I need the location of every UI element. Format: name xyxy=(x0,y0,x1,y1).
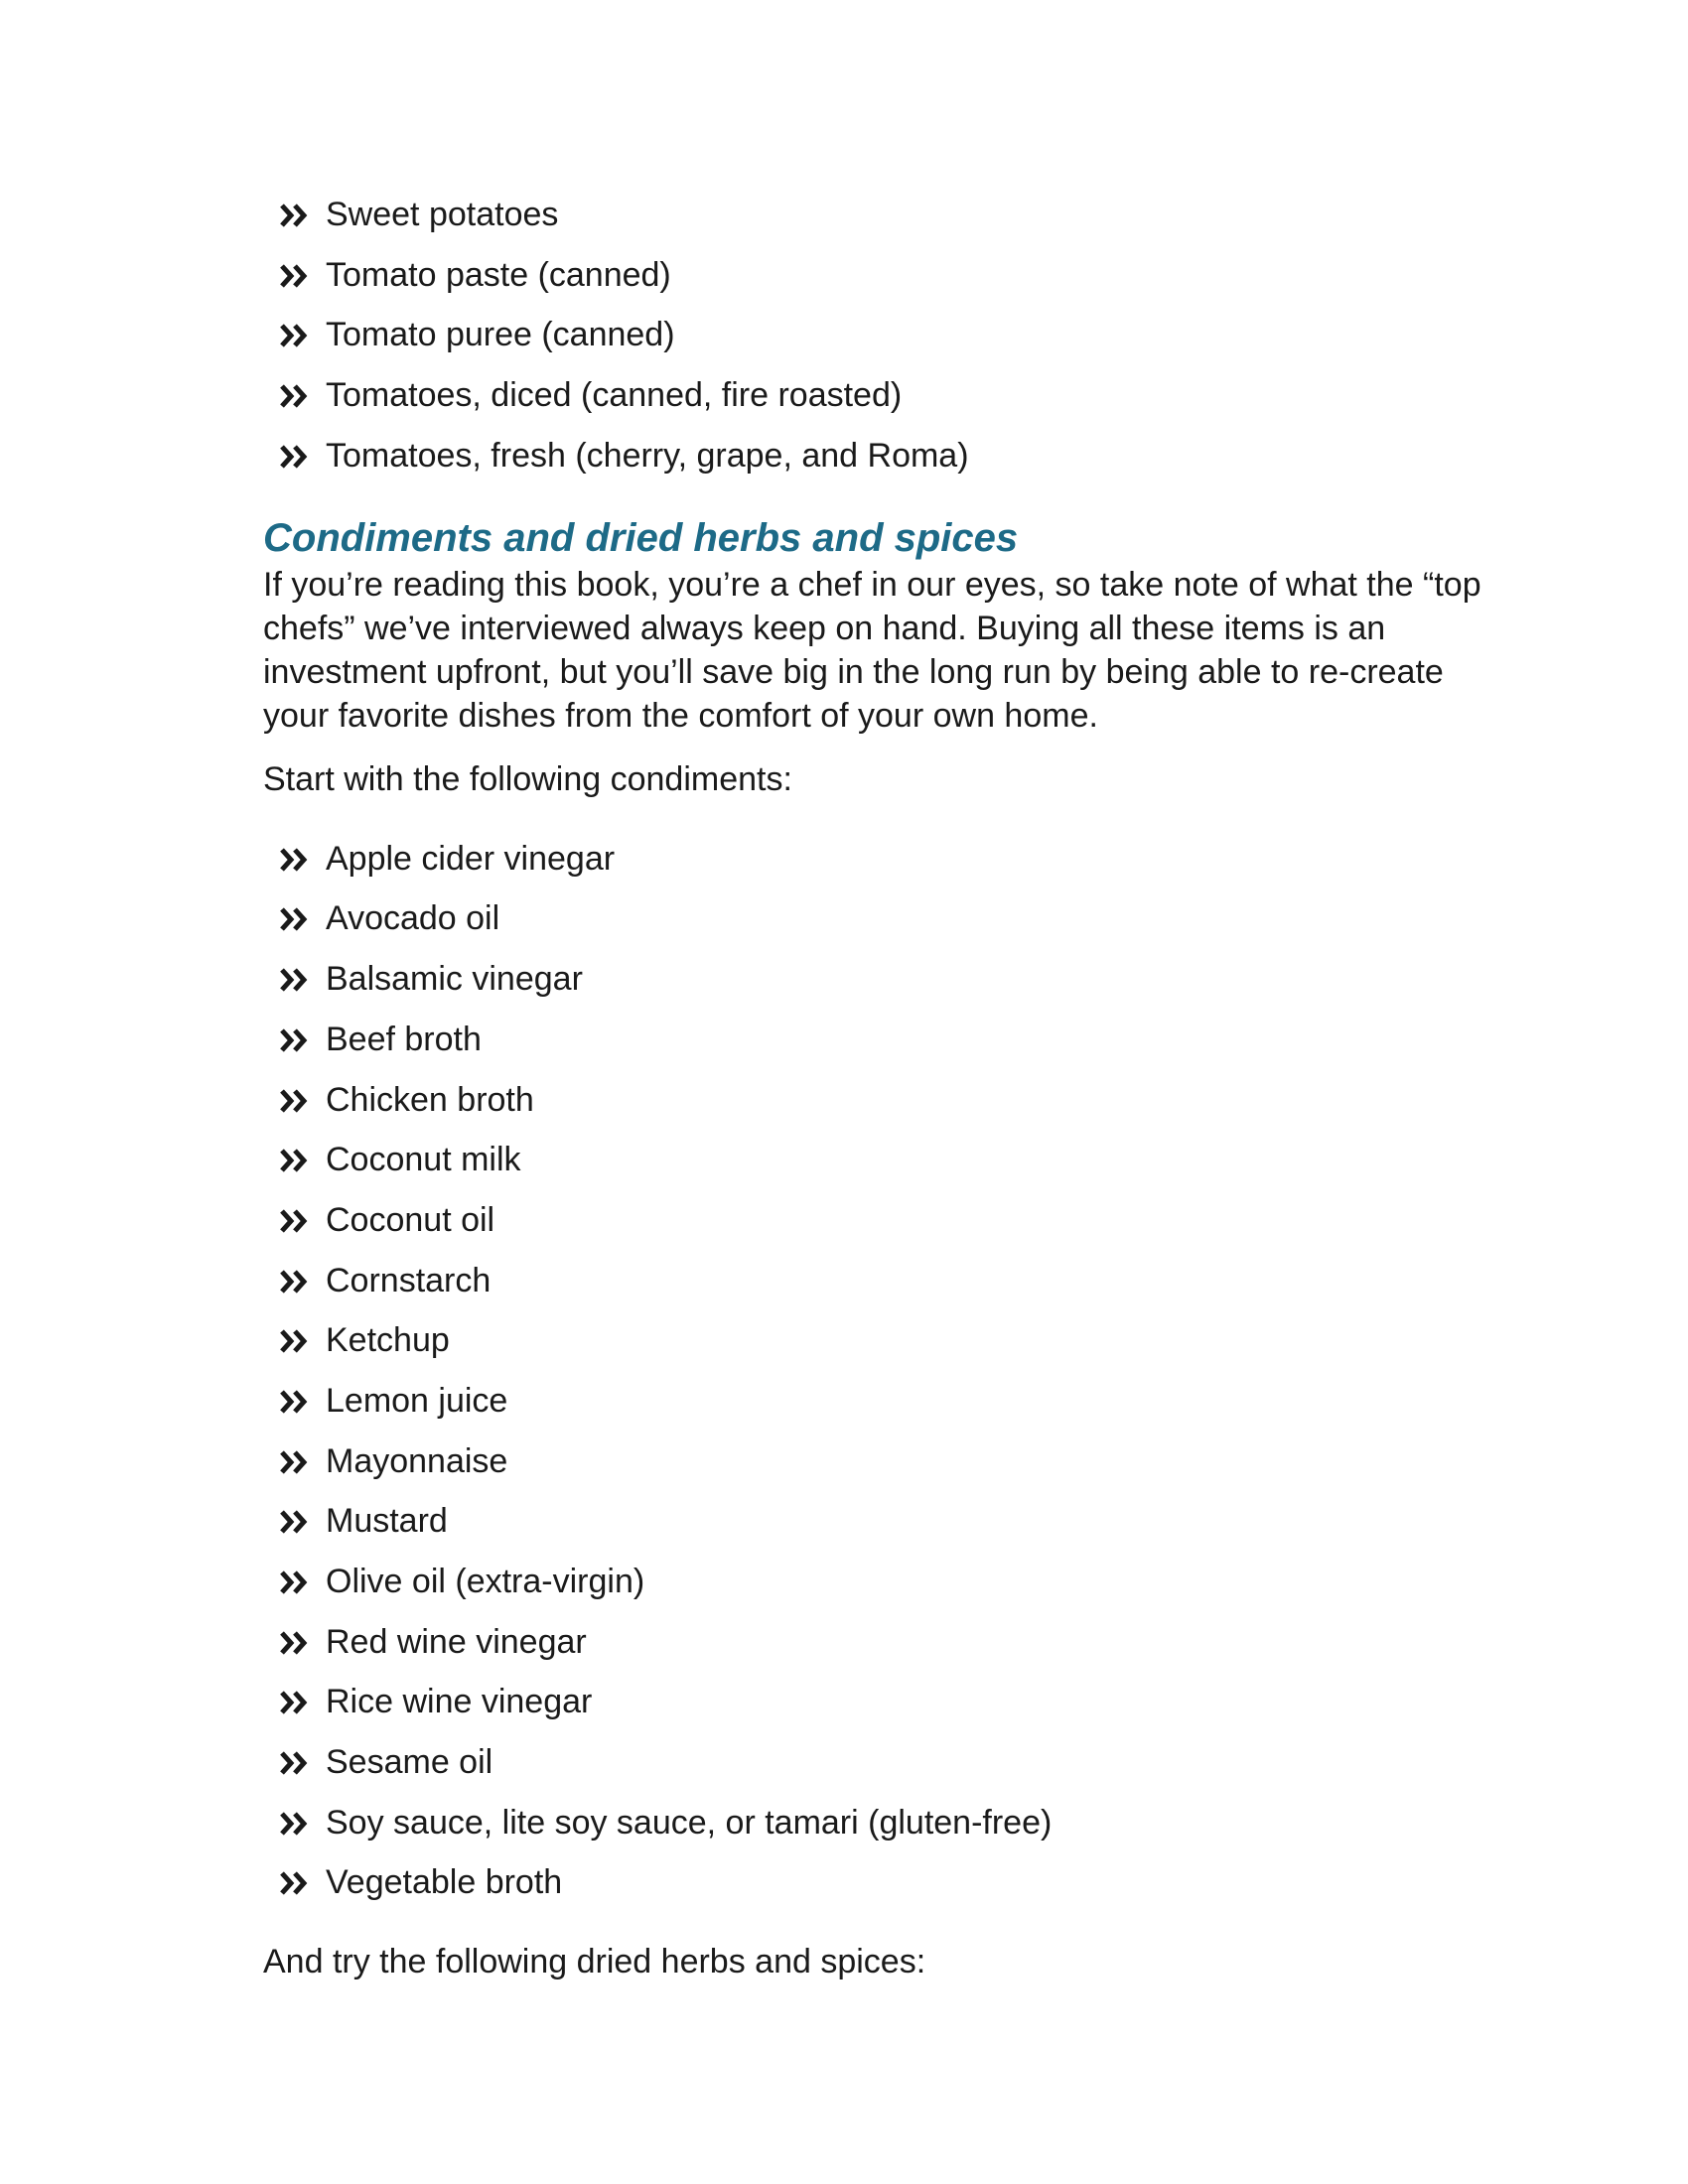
list-item-text: Olive oil (extra-virgin) xyxy=(326,1563,645,1600)
condiments-intro: Start with the following condiments: xyxy=(263,759,792,798)
double-chevron-right-icon xyxy=(280,1691,310,1714)
list-item-text: Sesame oil xyxy=(326,1743,493,1782)
double-chevron-right-icon xyxy=(280,1751,310,1775)
list-item xyxy=(263,315,1484,354)
list-item-text: Ketchup xyxy=(326,1321,450,1360)
double-chevron-right-icon xyxy=(280,907,310,931)
list-item-text: Tomato puree (canned) xyxy=(326,316,675,354)
list-item-text: Balsamic vinegar xyxy=(326,960,583,999)
list-item-text: Avocado oil xyxy=(326,899,500,938)
double-chevron-right-icon xyxy=(280,1871,310,1895)
list-item xyxy=(263,1501,1484,1541)
condiments-list xyxy=(263,839,1484,1903)
list-item-text: Soy sauce, lite soy sauce, or tamari (gluten-free) xyxy=(326,1803,1053,1842)
list-item xyxy=(263,1441,1484,1481)
list-item-text: Mustard xyxy=(326,1502,448,1541)
list-item xyxy=(263,898,1484,938)
list-item-text: Rice wine vinegar xyxy=(326,1683,593,1721)
list-item xyxy=(263,1140,1484,1179)
list-item-text: Lemon juice xyxy=(326,1381,508,1420)
list-item-text: Sweet potatoes xyxy=(326,196,559,233)
double-chevron-right-icon xyxy=(280,848,310,872)
double-chevron-right-icon xyxy=(280,1390,310,1414)
list-item xyxy=(263,1020,1484,1059)
double-chevron-right-icon xyxy=(280,1570,310,1594)
list-item-text: Mayonnaise xyxy=(326,1441,508,1480)
list-item-text: Red wine vinegar xyxy=(326,1622,587,1661)
double-chevron-right-icon xyxy=(280,1089,310,1113)
list-item xyxy=(263,1682,1484,1721)
section-heading: Condiments and dried herbs and spices xyxy=(263,515,1019,560)
double-chevron-right-icon xyxy=(280,445,310,469)
herbs-intro: And try the following dried herbs and spices: xyxy=(263,1943,926,1981)
list-item-text: Beef broth xyxy=(326,1020,482,1058)
list-item-text: Cornstarch xyxy=(326,1261,492,1299)
double-chevron-right-icon xyxy=(280,264,310,288)
list-item-text: Tomato paste (canned) xyxy=(326,255,671,294)
list-item xyxy=(263,1803,1484,1843)
double-chevron-right-icon xyxy=(280,204,310,227)
double-chevron-right-icon xyxy=(280,1329,310,1353)
double-chevron-right-icon xyxy=(280,1510,310,1534)
list-item-text: Tomatoes, fresh (cherry, grape, and Roma) xyxy=(326,436,969,475)
list-item xyxy=(263,959,1484,999)
list-item-text: Coconut oil xyxy=(326,1200,495,1239)
double-chevron-right-icon xyxy=(280,1631,310,1655)
list-item-text: Apple cider vinegar xyxy=(326,839,616,878)
list-item-text: Chicken broth xyxy=(326,1080,534,1119)
list-item xyxy=(263,1320,1484,1360)
list-item xyxy=(263,1862,1484,1902)
list-item xyxy=(263,1200,1484,1240)
double-chevron-right-icon xyxy=(280,968,310,992)
list-item xyxy=(263,839,1484,879)
document-page xyxy=(263,195,1484,1983)
double-chevron-right-icon xyxy=(280,324,310,347)
list-item xyxy=(263,1261,1484,1300)
double-chevron-right-icon xyxy=(280,1812,310,1836)
produce-list xyxy=(263,195,1484,476)
list-item xyxy=(263,375,1484,415)
list-item xyxy=(263,436,1484,476)
double-chevron-right-icon xyxy=(280,1209,310,1233)
list-item xyxy=(263,1562,1484,1601)
list-item xyxy=(263,1742,1484,1782)
double-chevron-right-icon xyxy=(280,384,310,408)
double-chevron-right-icon xyxy=(280,1028,310,1052)
list-item-text: Coconut milk xyxy=(326,1141,521,1179)
list-item xyxy=(263,1381,1484,1421)
list-item-text: Tomatoes, diced (canned, fire roasted) xyxy=(326,376,903,415)
list-item xyxy=(263,1622,1484,1662)
list-item xyxy=(263,1080,1484,1120)
double-chevron-right-icon xyxy=(280,1270,310,1294)
intro-paragraph: If you’re reading this book, you’re a chef in our eyes, so take note of what the “top chefs” we’ve interviewed always keep on hand. Buying all these items is an investment upfront, but you’ll save big in the long run by being able to re-create your favorite dishes from the comfort of your own home. xyxy=(263,565,1481,735)
list-item-text: Vegetable broth xyxy=(326,1863,563,1902)
double-chevron-right-icon xyxy=(280,1450,310,1474)
list-item xyxy=(263,195,1484,234)
list-item xyxy=(263,255,1484,295)
double-chevron-right-icon xyxy=(280,1149,310,1172)
